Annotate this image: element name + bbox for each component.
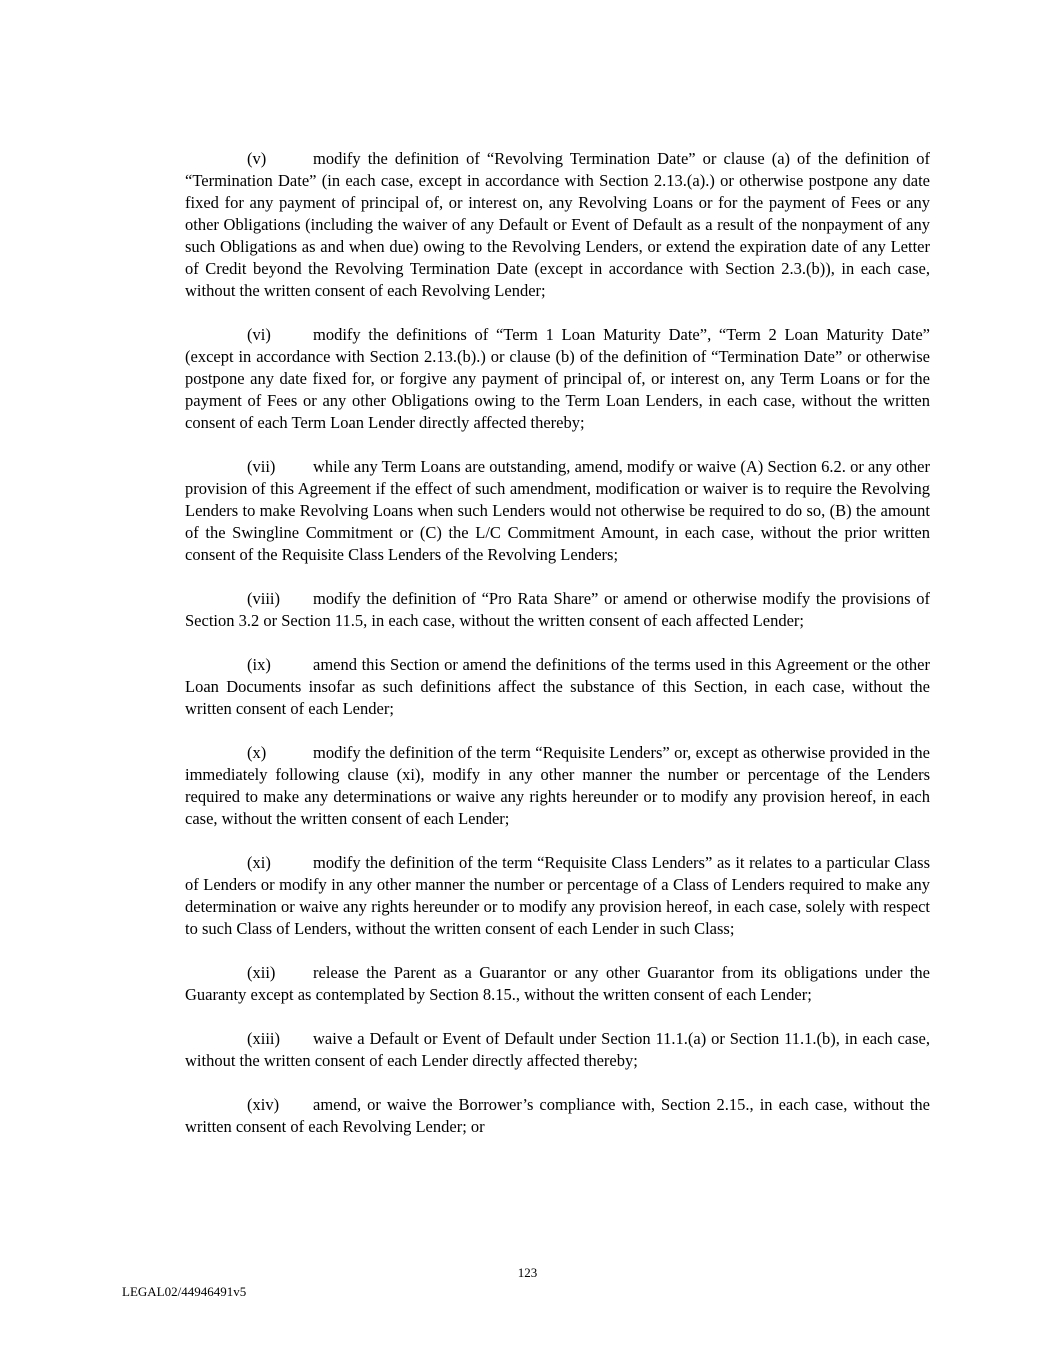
clause-ix [185, 654, 930, 720]
clause-vii-text: while any Term Loans are outstanding, amend, modify or waive (A) Section 6.2. or any other provision of this Agreement if the effect of such amendment, modification or waiver is to require the Revolving Lenders to make Revolving Loans when such Lenders would not otherwise be required to do so, (B) the amount of the Swingline Commitment or (C) the L/C Commitment Amount, in each case, without the prior written consent of the Requisite Class Lenders of the Revolving Lenders; [185, 457, 930, 564]
clause-viii-text: modify the definition of “Pro Rata Share” or amend or otherwise modify the provisions of Section 3.2 or Section 11.5, in each case, without the written consent of each affected Lender; [185, 589, 930, 630]
clause-x [185, 742, 930, 830]
clause-x-text: modify the definition of the term “Requisite Lenders” or, except as otherwise provided in the immediately following clause (xi), modify in any other manner the number or percentage of the Lenders required to make any determinations or waive any rights hereunder or to modify any provision hereof, in each case, without the written consent of each Lender; [185, 743, 930, 828]
clause-vii [185, 456, 930, 566]
clause-v [185, 148, 930, 302]
clause-xi [185, 852, 930, 940]
clause-xii-text: release the Parent as a Guarantor or any other Guarantor from its obligations under the Guaranty except as contemplated by Section 8.15., without the written consent of each Lender; [185, 963, 930, 1004]
clause-vi-label: (vi) [247, 325, 271, 344]
clause-ix-text: amend this Section or amend the definitions of the terms used in this Agreement or the other Loan Documents insofar as such definitions affect the substance of this Section, in each case, without the written consent of each Lender; [185, 655, 930, 718]
clause-x-label: (x) [247, 743, 267, 762]
clause-viii [185, 588, 930, 632]
clause-v-text: modify the definition of “Revolving Termination Date” or clause (a) of the definition of “Termination Date” (in each case, except in accordance with Section 2.13.(a).) or otherwise postpone any date fixed for any payment of principal of, or interest on, any Revolving Loans or for the payment of Fees or any other Obligations (including the waiver of any Default or Event of Default as a result of the nonpayment of any such Obligations as and when due) owing to the Revolving Lenders, or extend the expiration date of any Letter of Credit beyond the Revolving Termination Date (except in accordance with Section 2.3.(b)), in each case, without the written consent of each Revolving Lender; [185, 149, 930, 300]
clause-xiii [185, 1028, 930, 1072]
clause-xiv [185, 1094, 930, 1138]
clause-xiii-text: waive a Default or Event of Default under Section 11.1.(a) or Section 11.1.(b), in each case, without the written consent of each Lender directly affected thereby; [185, 1029, 930, 1070]
clause-xi-label: (xi) [247, 853, 271, 872]
clause-xii-label: (xii) [247, 963, 276, 982]
page-number: 123 [517, 1265, 538, 1280]
clause-vi-text: modify the definitions of “Term 1 Loan Maturity Date”, “Term 2 Loan Maturity Date” (except in accordance with Section 2.13.(b).) or clause (b) of the definition of “Termination Date” or otherwise postpone any date fixed for, or forgive any payment of principal of, or interest on, any Term Loans or for the payment of Fees or any other Obligations owing to the Term Loan Lenders, in each case, without the written consent of each Term Loan Lender directly affected thereby; [185, 325, 930, 432]
clause-vi [185, 324, 930, 434]
clause-xii [185, 962, 930, 1006]
clause-ix-label: (ix) [247, 655, 271, 674]
clause-xiv-label: (xiv) [247, 1095, 280, 1114]
clause-viii-label: (viii) [247, 589, 280, 608]
footer-doc-id: LEGAL02/44946491v5 [122, 1284, 247, 1299]
clause-xi-text: modify the definition of the term “Requisite Class Lenders” as it relates to a particular Class of Lenders or modify in any other manner the number or percentage of a Class of Lenders required to make any determination or waive any rights hereunder or to modify any provision hereof, in each case, solely with respect to such Class of Lenders, without the written consent of each Lender in such Class; [185, 853, 930, 938]
clause-vii-label: (vii) [247, 457, 276, 476]
clause-xiii-label: (xiii) [247, 1029, 280, 1048]
clause-xiv-text: amend, or waive the Borrower’s compliance with, Section 2.15., in each case, without the written consent of each Revolving Lender; or [185, 1095, 930, 1136]
clause-v-label: (v) [247, 149, 267, 168]
